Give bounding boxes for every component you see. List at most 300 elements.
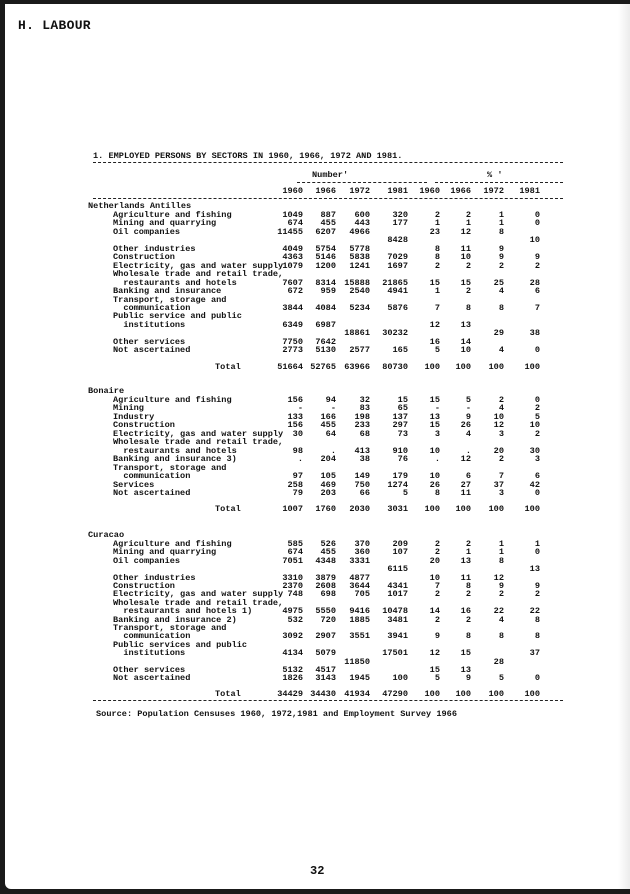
percent-cell: 10	[529, 235, 540, 246]
row-label: Construction	[113, 252, 175, 263]
number-cell: 532	[287, 614, 303, 625]
number-cell: 3143	[315, 673, 336, 684]
section-name-label: Netherlands Antilles	[88, 201, 192, 211]
number-cell: 76	[397, 454, 408, 465]
number-cell: 179	[392, 471, 408, 482]
percent-cell: 10	[460, 252, 471, 263]
percent-cell: 15	[429, 420, 440, 431]
row-label: institutions	[113, 648, 186, 659]
percent-cell: 1	[498, 539, 504, 549]
number-cell: 38	[359, 454, 370, 465]
percent-column-header: 1981	[519, 186, 540, 196]
percent-cell: 15	[429, 665, 440, 675]
number-cell: 7029	[387, 252, 408, 263]
percent-cell: 22	[529, 606, 540, 617]
percent-cell: 7	[434, 581, 440, 591]
number-cell: 585	[287, 539, 303, 549]
total-number-cell: 34429	[277, 689, 303, 699]
number-cell: 6987	[315, 319, 336, 330]
percent-cell: 4	[498, 614, 504, 625]
number-cell: 94	[325, 395, 336, 405]
number-cell: 5754	[315, 243, 336, 254]
number-cell: 11455	[277, 226, 303, 237]
number-cell: 32	[359, 395, 370, 405]
percent-cell: 2	[434, 614, 440, 625]
percent-cell: 0	[534, 218, 540, 229]
number-cell: 258	[287, 479, 303, 490]
number-cell: 455	[320, 218, 336, 229]
number-cell: -	[297, 403, 303, 414]
table-bottom-rule	[93, 700, 563, 701]
percent-cell: 12	[429, 319, 440, 330]
percent-cell: 14	[429, 606, 440, 617]
percent-column-header: 1972	[483, 186, 504, 196]
number-cell: 4966	[349, 226, 370, 237]
total-row	[5, 690, 630, 699]
number-column-header: 1960	[282, 186, 303, 196]
number-cell: 600	[354, 210, 370, 220]
row-label: Mining and quarrying	[113, 547, 217, 558]
number-cell: 5	[402, 487, 408, 498]
percent-cell: 3	[498, 428, 504, 439]
number-cell: 910	[392, 445, 408, 456]
number-cell: 5079	[315, 648, 336, 659]
percent-cell: 10	[493, 411, 504, 422]
row-label: Construction	[113, 420, 175, 431]
number-cell: 750	[354, 479, 370, 490]
number-cell: -	[330, 403, 336, 414]
number-cell: 3092	[282, 631, 303, 642]
percent-cell: 4	[498, 286, 504, 297]
percent-cell: 6	[534, 471, 540, 482]
total-label: Total	[215, 362, 241, 372]
number-cell: 674	[287, 218, 303, 229]
percent-cell: 42	[529, 479, 540, 490]
percent-cell: .	[465, 445, 471, 456]
number-cell: 5132	[282, 665, 303, 675]
total-percent-cell: 100	[524, 504, 540, 514]
row-label: Construction	[113, 581, 175, 591]
number-cell: 107	[392, 547, 408, 558]
number-cell: 1241	[349, 260, 370, 271]
percent-cell: 5	[465, 395, 471, 405]
number-cell: 4049	[282, 243, 303, 254]
percent-cell: 1	[498, 210, 504, 220]
percent-cell: 2	[465, 260, 471, 271]
number-cell: 1200	[315, 260, 336, 271]
row-label: Public service and public	[113, 311, 242, 322]
number-cell: 98	[292, 445, 303, 456]
percent-column-header: 1966	[450, 186, 471, 196]
number-cell: 7607	[282, 277, 303, 288]
table-row	[5, 346, 630, 355]
percent-cell: .	[434, 454, 440, 465]
percent-cell: 26	[429, 479, 440, 490]
number-cell: 105	[320, 471, 336, 482]
percent-cell: 5	[434, 673, 440, 684]
number-cell: 469	[320, 479, 336, 490]
percent-cell: 23	[429, 226, 440, 237]
percent-cell: 20	[429, 555, 440, 566]
percent-cell: 13	[529, 564, 540, 575]
row-label: Transport, storage and	[113, 462, 227, 473]
total-number-cell: 2030	[349, 504, 370, 514]
number-cell: 137	[392, 411, 408, 422]
percent-cell: 0	[534, 673, 540, 684]
total-number-cell: 3031	[387, 504, 408, 514]
percent-cell: 25	[493, 277, 504, 288]
row-label: Mining	[113, 403, 144, 414]
percent-cell: 15	[429, 395, 440, 405]
percent-cell: 10	[529, 420, 540, 431]
table-row	[5, 674, 630, 683]
percent-cell: 9	[498, 243, 504, 254]
number-cell: 443	[354, 218, 370, 229]
row-label: restaurants and hotels	[113, 277, 237, 288]
number-cell: 21865	[382, 277, 408, 288]
percent-cell: 27	[460, 479, 471, 490]
number-cell: 1697	[387, 260, 408, 271]
row-label: Electricity, gas and water supply	[113, 428, 284, 439]
section-heading: H. LABOUR	[18, 18, 91, 33]
number-cell: 6349	[282, 319, 303, 330]
percent-cell: 13	[429, 411, 440, 422]
percent-cell: 20	[493, 445, 504, 456]
row-label: Oil companies	[113, 226, 181, 237]
percent-cell: 16	[460, 606, 471, 617]
number-cell: 674	[287, 547, 303, 558]
number-cell: 4348	[315, 555, 336, 566]
number-cell: 3310	[282, 572, 303, 583]
percent-cell: 15	[460, 648, 471, 659]
number-cell: 1826	[282, 673, 303, 684]
percent-cell: 4	[498, 345, 504, 356]
number-cell: 3879	[315, 572, 336, 583]
number-cell: 83	[359, 403, 370, 414]
number-group-header: Number'	[312, 170, 349, 180]
percent-cell: 2	[434, 210, 440, 220]
percent-cell: 0	[534, 345, 540, 356]
total-number-cell: 63966	[344, 362, 370, 372]
number-cell: 5876	[387, 302, 408, 313]
percent-cell: 28	[493, 656, 504, 667]
percent-cell: 15	[429, 277, 440, 288]
number-cell: 698	[320, 589, 336, 600]
table-top-rule	[93, 162, 563, 163]
percent-cell: 9	[498, 581, 504, 591]
row-label: Other services	[113, 336, 186, 347]
number-cell: 748	[287, 589, 303, 600]
number-cell: 15888	[344, 277, 370, 288]
total-number-cell: 34430	[310, 689, 336, 699]
percent-cell: 12	[460, 226, 471, 237]
row-label: Transport, storage and	[113, 623, 227, 633]
row-label: Banking and insurance	[113, 286, 222, 297]
number-cell: 370	[354, 539, 370, 549]
percent-cell: 13	[460, 665, 471, 675]
percent-cell: 8	[465, 631, 471, 642]
row-label: Public services and public	[113, 639, 248, 650]
number-cell: 1079	[282, 260, 303, 271]
row-label: communication	[113, 471, 191, 482]
total-percent-cell: 100	[488, 362, 504, 372]
row-label: Banking and insurance 2)	[113, 614, 237, 625]
total-number-cell: 1007	[282, 504, 303, 514]
percent-cell: 11	[460, 487, 471, 498]
percent-cell: 2	[534, 403, 540, 414]
number-cell: 100	[392, 673, 408, 684]
number-cell: 3551	[349, 631, 370, 642]
percent-cell: 12	[429, 648, 440, 659]
number-cell: 64	[325, 428, 336, 439]
percent-cell: 8	[534, 631, 540, 642]
number-cell: 1945	[349, 673, 370, 684]
number-cell: 3941	[387, 631, 408, 642]
row-label: Oil companies	[113, 555, 181, 566]
percent-cell: 8	[434, 487, 440, 498]
row-label: Services	[113, 479, 155, 490]
number-column-header: 1972	[349, 186, 370, 196]
total-number-cell: 51664	[277, 362, 303, 372]
number-cell: 4341	[387, 581, 408, 591]
number-cell: 959	[320, 286, 336, 297]
number-cell: 1017	[387, 589, 408, 600]
total-number-cell: 80730	[382, 362, 408, 372]
percent-cell: 3	[498, 487, 504, 498]
number-cell: 30	[292, 428, 303, 439]
percent-cell: 2	[434, 260, 440, 271]
percent-cell: 1	[434, 218, 440, 229]
row-label: Not ascertained	[113, 673, 191, 684]
percent-cell: 8	[498, 555, 504, 566]
number-cell: 887	[320, 210, 336, 220]
percent-cell: 2	[434, 547, 440, 558]
percent-cell: 4	[465, 428, 471, 439]
percent-cell: -	[434, 403, 440, 414]
number-cell: 5550	[315, 606, 336, 617]
total-label: Total	[215, 504, 241, 514]
number-cell: 360	[354, 547, 370, 558]
number-cell: 720	[320, 614, 336, 625]
total-row	[5, 505, 630, 514]
percent-cell: 8	[498, 226, 504, 237]
percent-cell: 37	[529, 648, 540, 659]
number-cell: 73	[397, 428, 408, 439]
percent-cell: 2	[465, 286, 471, 297]
percent-cell: 2	[498, 589, 504, 600]
percent-cell: 10	[460, 345, 471, 356]
number-cell: 165	[392, 345, 408, 356]
row-label: communication	[113, 631, 191, 642]
number-cell: 5146	[315, 252, 336, 263]
number-cell: 8428	[387, 235, 408, 246]
number-cell: 10478	[382, 606, 408, 617]
number-cell: 177	[392, 218, 408, 229]
number-cell: 4975	[282, 606, 303, 617]
percent-cell: -	[465, 403, 471, 414]
number-cell: 11850	[344, 656, 370, 667]
number-cell: 7750	[282, 336, 303, 347]
percent-cell: 8	[498, 631, 504, 642]
percent-cell: 30	[529, 445, 540, 456]
number-cell: 66	[359, 487, 370, 498]
percent-cell: 37	[493, 479, 504, 490]
total-number-cell: 47290	[382, 689, 408, 699]
total-percent-cell: 100	[455, 362, 471, 372]
percent-cell: 9	[465, 673, 471, 684]
percent-cell: 15	[460, 277, 471, 288]
number-cell: 7051	[282, 555, 303, 566]
total-number-cell: 41934	[344, 689, 370, 699]
percent-cell: 13	[460, 319, 471, 330]
number-cell: 4517	[315, 665, 336, 675]
percent-cell: 2	[465, 589, 471, 600]
percent-cell: 5	[498, 673, 504, 684]
number-cell: 4363	[282, 252, 303, 263]
row-label: restaurants and hotels 1)	[113, 606, 253, 617]
number-cell: 68	[359, 428, 370, 439]
section-name-label: Bonaire	[88, 386, 125, 396]
percent-cell: 2	[465, 210, 471, 220]
row-label: institutions	[113, 319, 186, 330]
percent-cell: 7	[498, 471, 504, 482]
total-percent-cell: 100	[424, 689, 440, 699]
percent-cell: 9	[534, 581, 540, 591]
number-cell: 1274	[387, 479, 408, 490]
number-cell: 4084	[315, 302, 336, 313]
number-cell: 455	[320, 420, 336, 431]
percent-header-rule	[435, 182, 563, 183]
number-cell: 156	[287, 420, 303, 431]
percent-cell: 2	[498, 454, 504, 465]
percent-cell: 10	[429, 572, 440, 583]
number-cell: 1049	[282, 210, 303, 220]
percent-cell: 16	[429, 336, 440, 347]
number-cell: 203	[320, 487, 336, 498]
row-label: Agriculture and fishing	[113, 210, 232, 220]
section-name-label: Curacao	[88, 530, 125, 540]
number-cell: 4941	[387, 286, 408, 297]
total-percent-cell: 100	[524, 362, 540, 372]
total-row	[5, 363, 630, 372]
row-label: Wholesale trade and retail trade,	[113, 269, 284, 280]
percent-cell: 38	[529, 328, 540, 339]
percent-cell: 8	[498, 302, 504, 313]
row-label: Wholesale trade and retail trade,	[113, 597, 284, 608]
percent-cell: 9	[534, 252, 540, 263]
percent-cell: 13	[460, 555, 471, 566]
percent-cell: 2	[534, 428, 540, 439]
percent-cell: 9	[498, 252, 504, 263]
number-cell: 198	[354, 411, 370, 422]
percent-cell: 3	[434, 428, 440, 439]
number-cell: 18861	[344, 328, 370, 339]
number-cell: 526	[320, 539, 336, 549]
number-cell: 5130	[315, 345, 336, 356]
row-label: Electricity, gas and water supply	[113, 589, 284, 600]
row-label: Agriculture and fishing	[113, 539, 232, 549]
percent-cell: 14	[460, 336, 471, 347]
total-label: Total	[215, 689, 241, 699]
number-header-rule	[297, 182, 427, 183]
percent-cell: 1	[434, 286, 440, 297]
row-label: restaurants and hotels	[113, 445, 237, 456]
number-cell: 672	[287, 286, 303, 297]
percent-cell: 2	[434, 539, 440, 549]
percent-cell: 1	[534, 539, 540, 549]
percent-cell: 12	[493, 572, 504, 583]
row-label: Industry	[113, 411, 155, 422]
total-percent-cell: 100	[524, 689, 540, 699]
percent-cell: 4	[498, 403, 504, 414]
number-cell: 6207	[315, 226, 336, 237]
percent-cell: 7	[434, 302, 440, 313]
number-cell: 8314	[315, 277, 336, 288]
number-cell: 79	[292, 487, 303, 498]
row-label: Wholesale trade and retail trade,	[113, 437, 284, 448]
source-note: Source: Population Censuses 1960, 1972,1981 and Employment Survey 1966	[96, 709, 457, 719]
number-cell: 1885	[349, 614, 370, 625]
percent-cell: 11	[460, 572, 471, 583]
number-cell: 7642	[315, 336, 336, 347]
percent-cell: 8	[434, 243, 440, 254]
percent-cell: 28	[529, 277, 540, 288]
percent-cell: 10	[429, 471, 440, 482]
percent-cell: 9	[434, 631, 440, 642]
number-cell: 204	[320, 454, 336, 465]
number-cell: 2540	[349, 286, 370, 297]
number-cell: 2577	[349, 345, 370, 356]
number-cell: 149	[354, 471, 370, 482]
number-cell: 320	[392, 210, 408, 220]
percent-cell: 5	[434, 345, 440, 356]
total-percent-cell: 100	[424, 362, 440, 372]
percent-cell: 10	[429, 445, 440, 456]
column-header-row	[5, 187, 630, 196]
document-page	[5, 4, 630, 889]
percent-cell: 29	[493, 328, 504, 339]
number-column-header: 1981	[387, 186, 408, 196]
percent-cell: 2	[465, 539, 471, 549]
percent-cell: 5	[534, 411, 540, 422]
percent-cell: 0	[534, 210, 540, 220]
percent-column-header: 1960	[419, 186, 440, 196]
percent-cell: 8	[534, 614, 540, 625]
number-cell: 3481	[387, 614, 408, 625]
percent-cell: 8	[465, 302, 471, 313]
percent-cell: 6	[465, 471, 471, 482]
number-cell: 2370	[282, 581, 303, 591]
row-label: communication	[113, 302, 191, 313]
percent-cell: 0	[534, 547, 540, 558]
number-cell: 2608	[315, 581, 336, 591]
number-cell: .	[330, 445, 336, 456]
percent-cell: 1	[498, 547, 504, 558]
percent-cell: 12	[460, 454, 471, 465]
number-cell: 209	[392, 539, 408, 549]
row-label: Other services	[113, 665, 186, 675]
number-cell: 455	[320, 547, 336, 558]
percent-cell: 9	[465, 411, 471, 422]
percent-cell: 1	[465, 547, 471, 558]
number-cell: 166	[320, 411, 336, 422]
number-cell: 5778	[349, 243, 370, 254]
number-cell: 156	[287, 395, 303, 405]
number-cell: 30232	[382, 328, 408, 339]
total-number-cell: 52765	[310, 362, 336, 372]
total-percent-cell: 100	[424, 504, 440, 514]
row-label: Agriculture and fishing	[113, 395, 232, 405]
